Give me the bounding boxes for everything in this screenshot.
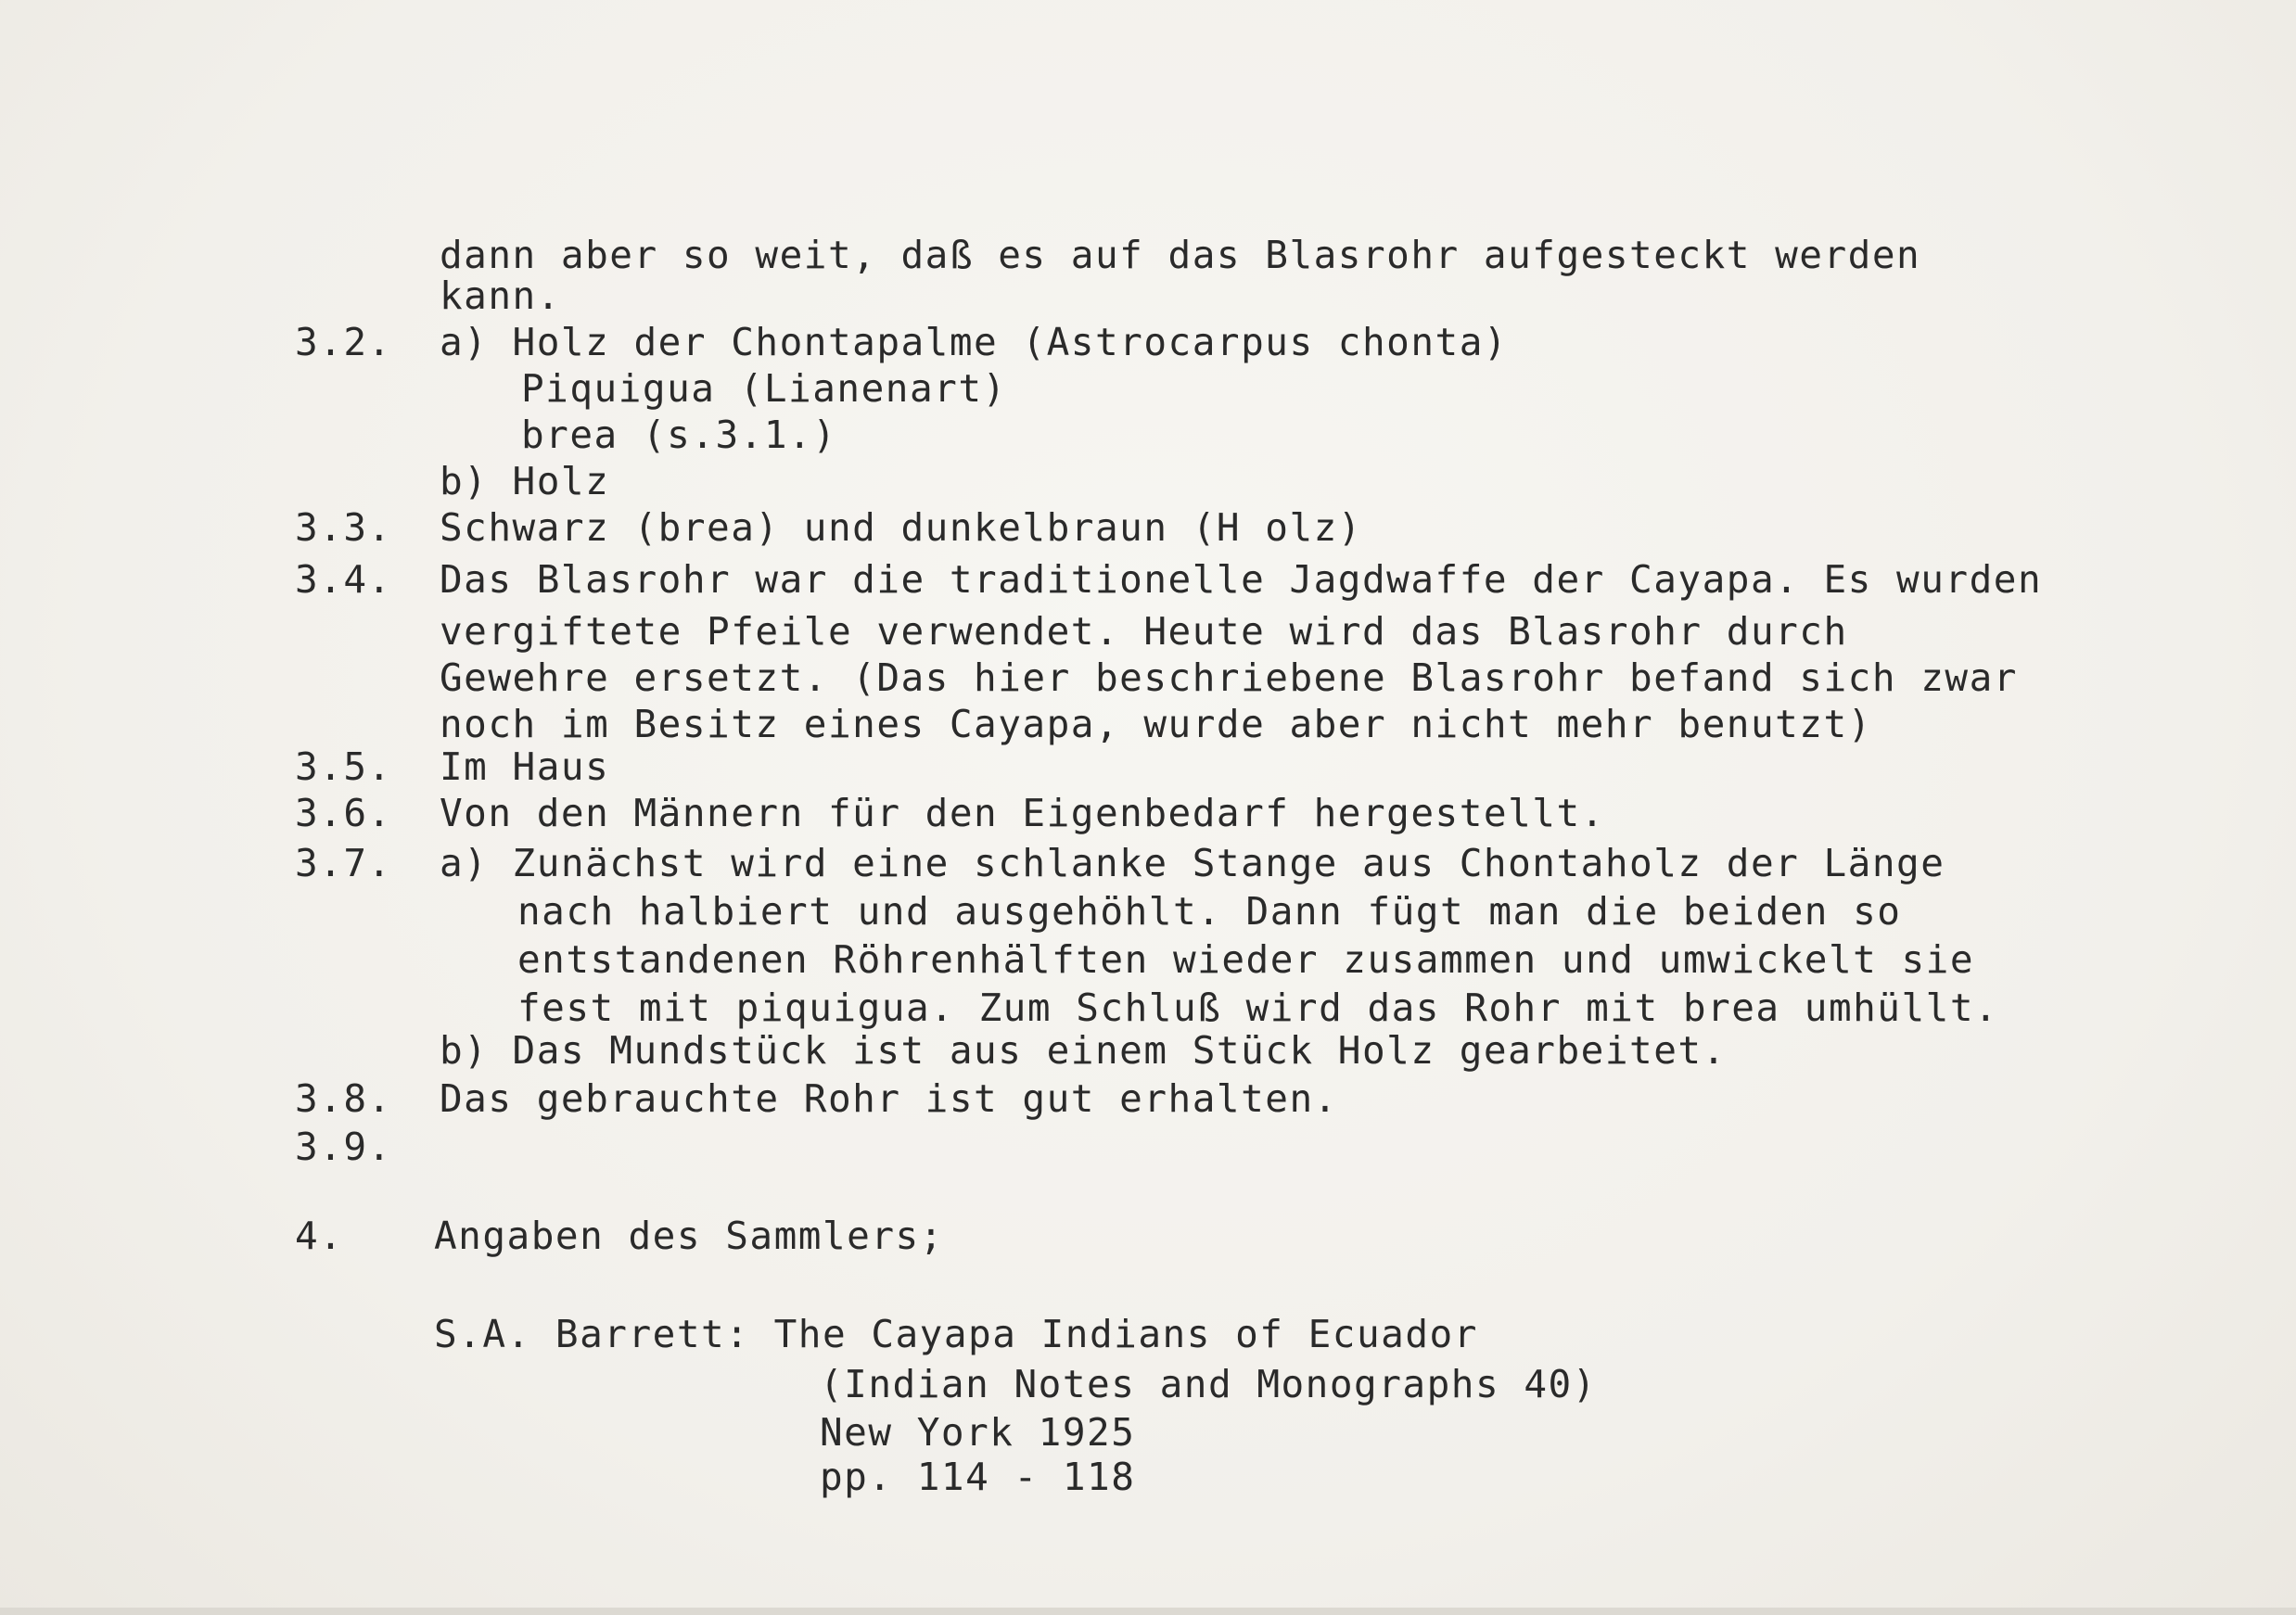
text-line: a) Zunächst wird eine schlanke Stange aus Chontaholz der Länge xyxy=(440,841,1945,885)
text-line: kann. xyxy=(440,273,561,318)
text-line: nach halbiert und ausgehöhlt. Dann fügt man die beiden so xyxy=(517,889,1902,934)
text-line: fest mit piquigua. Zum Schluß wird das Rohr mit brea umhüllt. xyxy=(517,986,1999,1030)
text-line: noch im Besitz eines Cayapa, wurde aber nicht mehr benutzt) xyxy=(440,702,1872,746)
section-number: 3.5. xyxy=(295,744,392,789)
text-line: Schwarz (brea) und dunkelbraun (H olz) xyxy=(440,505,1362,550)
text-line: Das gebrauchte Rohr ist gut erhalten. xyxy=(440,1076,1338,1121)
section-number: 3.4. xyxy=(295,557,392,602)
text-line: dann aber so weit, daß es auf das Blasrohr aufgesteckt werden xyxy=(440,233,1921,277)
section-number: 3.2. xyxy=(295,320,392,364)
text-line: Das Blasrohr war die traditionelle Jagdwaffe der Cayapa. Es wurden xyxy=(440,557,2043,602)
text-line: Angaben des Sammlers; xyxy=(434,1214,944,1258)
text-line: vergiftete Pfeile verwendet. Heute wird das Blasrohr durch xyxy=(440,609,1848,654)
reference-line: pp. 114 - 118 xyxy=(820,1455,1136,1499)
section-number: 3.3. xyxy=(295,505,392,550)
reference-line: S.A. Barrett: The Cayapa Indians of Ecuador xyxy=(434,1312,1478,1356)
card-bottom-edge xyxy=(0,1608,2296,1615)
text-line: entstandenen Röhrenhälften wieder zusammen und umwickelt sie xyxy=(517,937,1975,982)
reference-line: (Indian Notes and Monographs 40) xyxy=(820,1362,1597,1406)
section-number: 4. xyxy=(295,1214,344,1258)
text-line: b) Holz xyxy=(440,459,610,503)
section-number: 3.6. xyxy=(295,791,392,835)
reference-line: New York 1925 xyxy=(820,1410,1136,1455)
section-number: 3.9. xyxy=(295,1125,392,1169)
section-number: 3.7. xyxy=(295,841,392,885)
text-line: Piquigua (Lianenart) xyxy=(521,366,1007,411)
text-line: Gewehre ersetzt. (Das hier beschriebene Blasrohr befand sich zwar xyxy=(440,655,2018,700)
text-line: Von den Männern für den Eigenbedarf hergestellt. xyxy=(440,791,1605,835)
section-number: 3.8. xyxy=(295,1076,392,1121)
text-line: brea (s.3.1.) xyxy=(521,413,837,457)
text-line: Im Haus xyxy=(440,744,610,789)
text-line: a) Holz der Chontapalme (Astrocarpus chonta) xyxy=(440,320,1509,364)
text-line: b) Das Mundstück ist aus einem Stück Holz gearbeitet. xyxy=(440,1028,1727,1073)
